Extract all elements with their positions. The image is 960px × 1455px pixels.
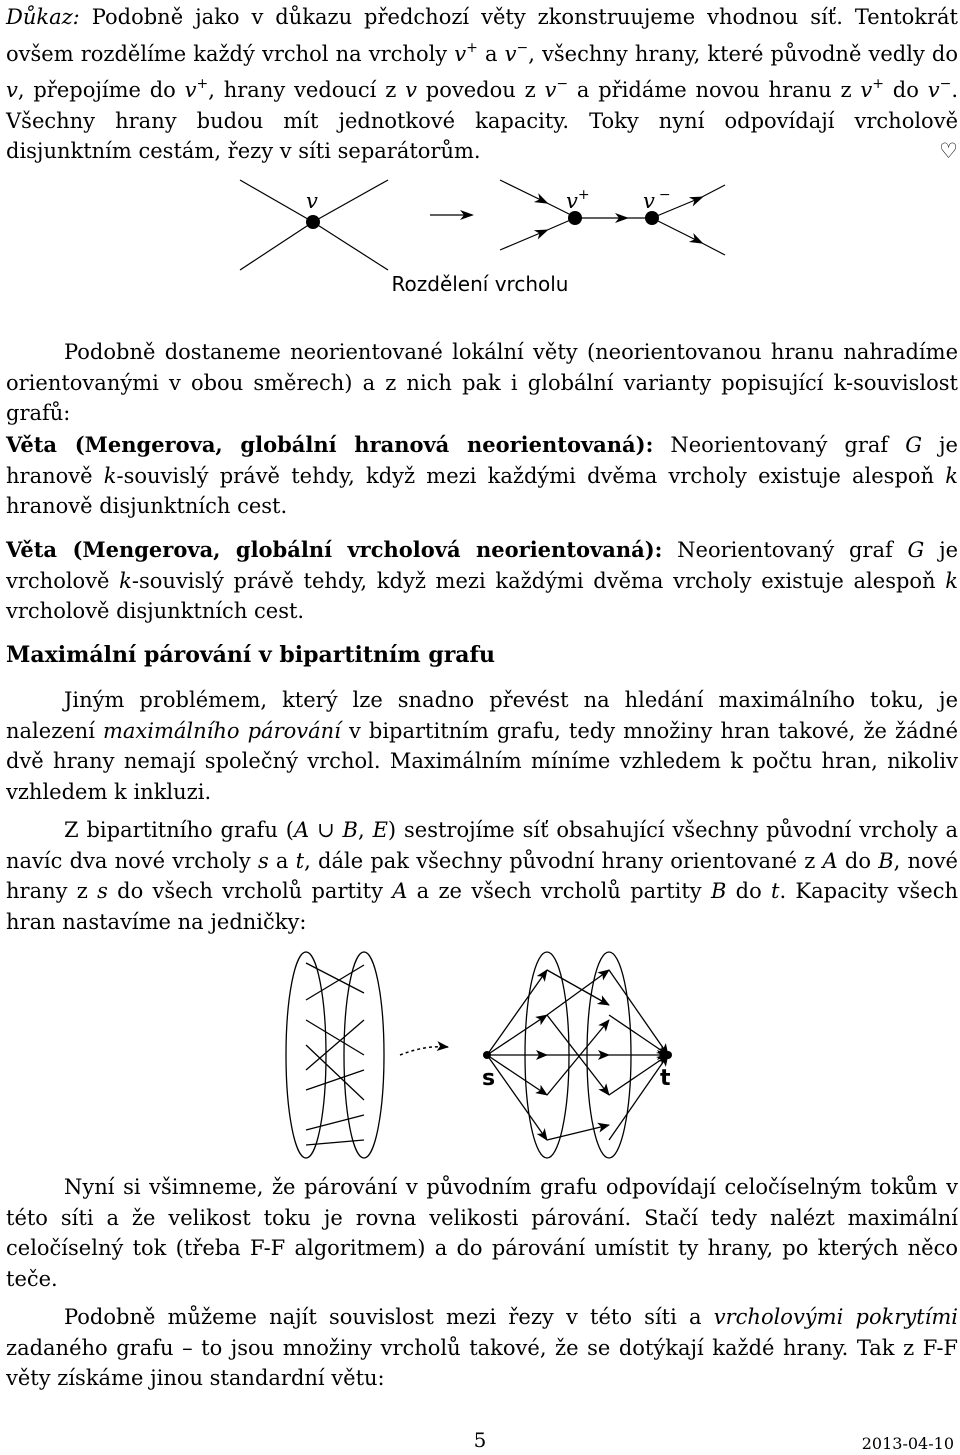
paragraph-integral-flow: Nyní si všimneme, že párování v původním grafu odpovídají celočíselným tokům v této síti a že velikost toku je rovna velikosti párování. Stačí tedy nalézt maximální celočíselný tok (třeba F-F algoritmem) a do párování umístit ty hrany, po kterých něco teče. <box>6 1175 958 1291</box>
theorem-edge-title: Věta (Mengerova, globální hranová neorientovaná): <box>6 432 654 457</box>
vertex-vminus-dot <box>645 211 659 225</box>
footer-date: 2013-04-10 <box>861 1434 954 1453</box>
paragraph-matching: Jiným problémem, který lze snadno převést na hledání maximálního toku, je nalezení maximálního párování v bipartitním grafu, tedy množiny hran takové, že žádné dvě hrany nemají společný vrchol. Maximálním míníme vzhledem k počtu hran, nikoliv vzhledem k inkluzi. <box>6 688 959 804</box>
vertex-v-label: v <box>306 189 318 213</box>
vertex-vplus-dot <box>568 211 582 225</box>
vertex-vplus-label: v+ <box>566 187 590 213</box>
paragraph-construction: Z bipartitního grafu (A ∪ B, E) sestrojíme síť obsahující všechny původní vrcholy a navíc dva nové vrcholy s a t, dále pak všechny původní hrany orientované z A do B, nové hrany z s do všech vrcholů partity A a ze všech vrcholů partity B do t. Kapacity všech hran nastavíme na jedničky: <box>6 818 958 934</box>
vertex-v-dot <box>306 215 320 229</box>
proof-paragraph: Důkaz: Podobně jako v důkazu předchozí věty zkonstruujeme vhodnou síť. Tentokrát ovšem rozdělíme každý vrchol na vrcholy v+ a v−, všechny hrany, které původně vedly do v, přepojíme do v+, hrany vedoucí z v povedou z v− a přidáme novou hranu z v+ do v−. Všechny hrany budou mít jednotkové kapacity. Toky nyní odpovídají vrcholově disjunktním cestám, řezy v síti separátorům. ♡ <box>6 2 958 167</box>
paragraph-undirected: Podobně dostaneme neorientované lokální věty (neorientovanou hranu nahradíme orientovanými v obou směrech) a z nich pak i globální varianty popisující k-souvislost grafů: <box>6 340 958 425</box>
vertex-vminus-label: v − <box>643 187 671 213</box>
section-heading: Maximální párování v bipartitním grafu <box>6 642 496 668</box>
figure-caption: Rozdělení vrcholu <box>391 272 569 296</box>
sink-vertex <box>664 1051 672 1059</box>
vertex-split-figure <box>0 170 960 280</box>
sink-label: t <box>660 1066 671 1091</box>
theorem-vertex-title: Věta (Mengerova, globální vrcholová neorientovaná): <box>6 537 663 562</box>
source-label: s <box>482 1066 496 1091</box>
original-vertex <box>240 180 388 270</box>
bipartite-graph <box>286 952 384 1158</box>
theorem-vertex: Věta (Mengerova, globální vrcholová neorientovaná): Neorientovaný graf G je vrcholově k-souvislý právě tehdy, když mezi každými dvěma vrcholy existuje alespoň k vrcholově disjunktních cest. <box>6 537 959 623</box>
source-vertex <box>483 1051 491 1059</box>
proof-label: Důkaz: <box>6 5 80 29</box>
qed-symbol: ♡ <box>939 139 958 163</box>
theorem-edge: Věta (Mengerova, globální hranová neorientovaná): Neorientovaný graf G je hranově k-souvislý právě tehdy, když mezi každými dvěma vrcholy existuje alespoň k hranově disjunktních cest. <box>6 432 958 518</box>
bipartite-network-figure <box>0 945 960 1165</box>
flow-network <box>487 952 668 1158</box>
split-vertices <box>500 180 725 255</box>
transform-arrow-dotted <box>400 1047 448 1055</box>
paragraph-vertex-cover: Podobně můžeme najít souvislost mezi řezy v této síti a vrcholovými pokrytími zadaného grafu – to jsou množiny vrcholů takové, že se dotýkají každé hrany. Tak z F-F věty získáme jinou standardní větu: <box>6 1305 958 1390</box>
page-number: 5 <box>473 1428 487 1452</box>
